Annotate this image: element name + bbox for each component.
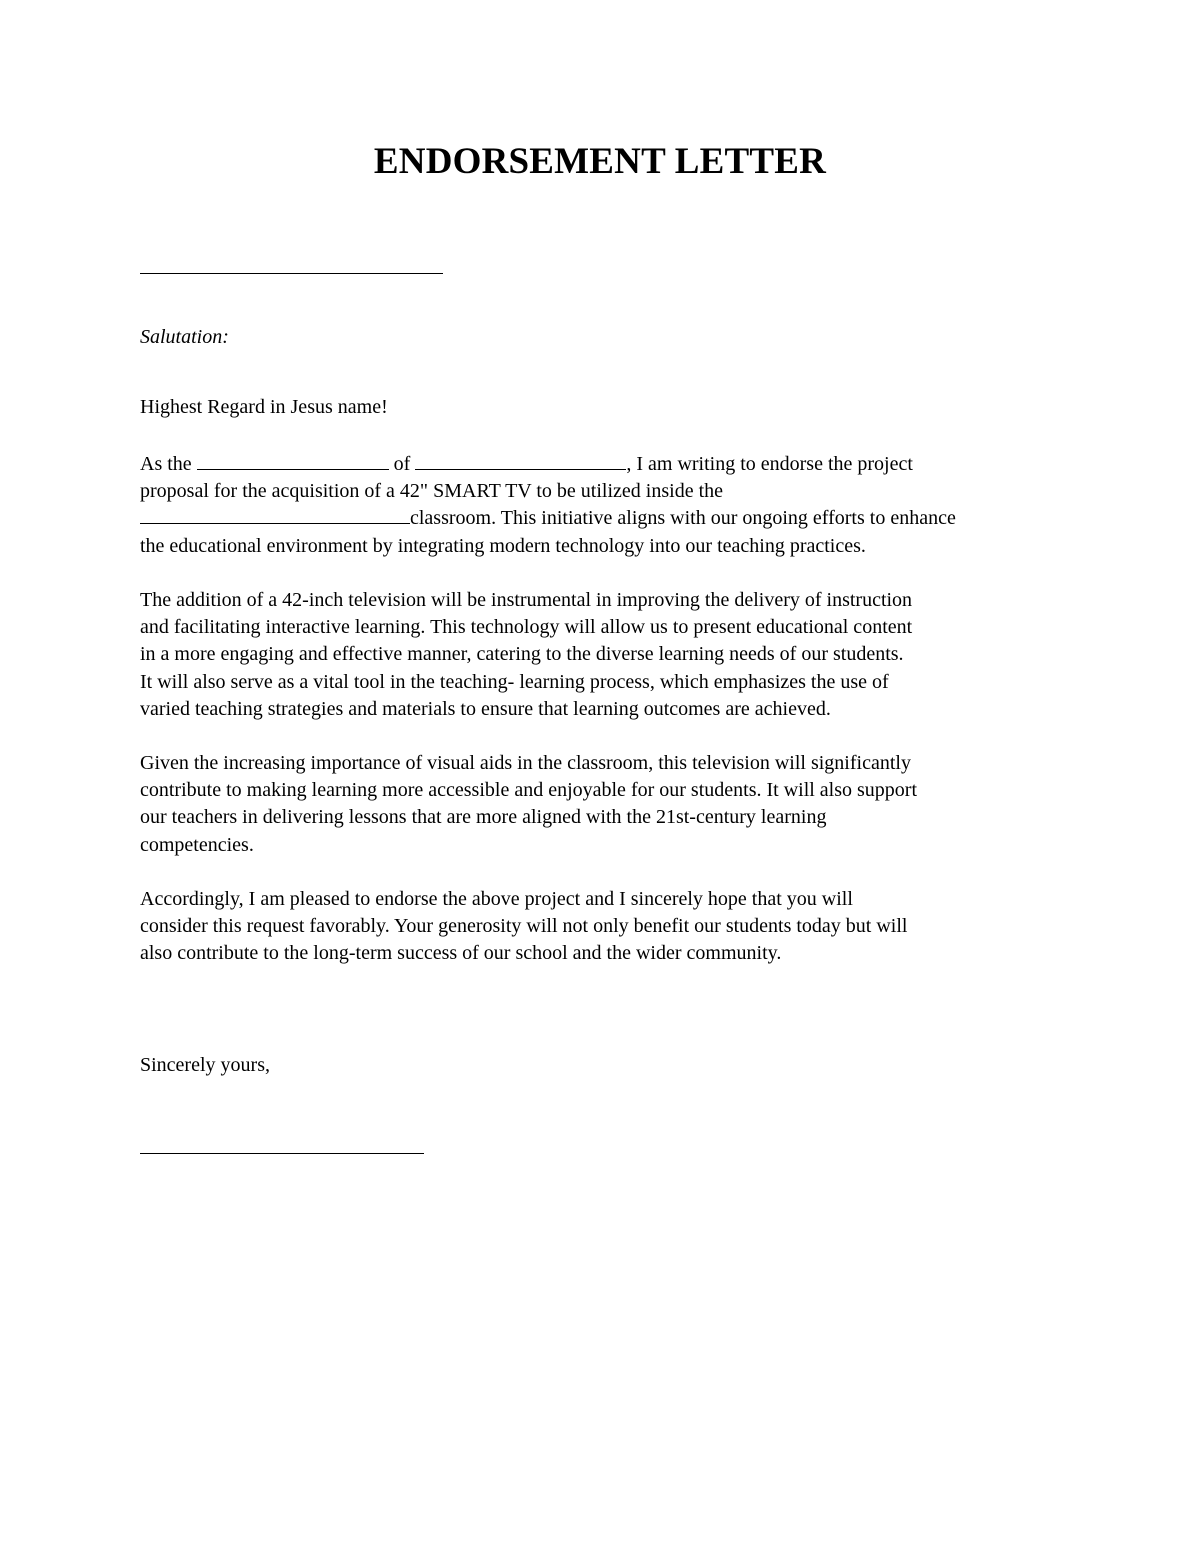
- classroom-blank: [140, 505, 410, 524]
- paragraph-1-line-1: [140, 451, 1070, 478]
- paragraph-4: [140, 886, 1070, 968]
- position-blank: [197, 451, 389, 470]
- paragraph-4-line: consider this request favorably. Your generosity will not only benefit our students today but will: [140, 915, 908, 938]
- text-classroom: classroom. This initiative aligns with our ongoing efforts to enhance: [410, 507, 956, 530]
- recipient-blank-line: [140, 273, 443, 274]
- paragraph-1-line-3: [140, 505, 1070, 532]
- paragraph-2-line: It will also serve as a vital tool in the teaching- learning process, which emphasizes the use of: [140, 670, 889, 693]
- signature-blank-line: [140, 1153, 424, 1154]
- paragraph-1: [140, 451, 1070, 560]
- paragraph-1-line-2: proposal for the acquisition of a 42" SMART TV to be utilized inside the: [140, 480, 723, 503]
- text-as-the: As the: [140, 453, 192, 475]
- paragraph-2-line: and facilitating interactive learning. This technology will allow us to present educational content: [140, 616, 913, 639]
- paragraph-3: [140, 750, 1070, 859]
- paragraph-1-line-4: the educational environment by integrating modern technology into our teaching practices.: [140, 534, 866, 557]
- paragraph-2: [140, 587, 1070, 723]
- page-title: ENDORSEMENT LETTER: [373, 141, 827, 182]
- paragraph-2-line: in a more engaging and effective manner, catering to the diverse learning needs of our students.: [140, 643, 904, 666]
- closing: Sincerely yours,: [140, 1054, 270, 1076]
- paragraph-2-line: The addition of a 42-inch television will be instrumental in improving the delivery of instruction: [140, 589, 913, 611]
- paragraph-3-line: competencies.: [140, 833, 254, 856]
- paragraph-2-line: varied teaching strategies and materials to ensure that learning outcomes are achieved.: [140, 697, 831, 720]
- paragraph-3-line: Given the increasing importance of visual aids in the classroom, this television will significantly: [140, 752, 911, 774]
- school-blank: [415, 451, 626, 470]
- paragraph-4-line: also contribute to the long-term success of our school and the wider community.: [140, 942, 782, 965]
- greeting: Highest Regard in Jesus name!: [140, 396, 388, 418]
- text-endorse: , I am writing to endorse the project: [626, 453, 913, 475]
- salutation: Salutation:: [140, 326, 229, 348]
- text-of: of: [393, 453, 411, 475]
- paragraph-3-line: contribute to making learning more accessible and enjoyable for our students. It will also support: [140, 779, 918, 802]
- paragraph-4-line: Accordingly, I am pleased to endorse the above project and I sincerely hope that you will: [140, 888, 853, 910]
- paragraph-3-line: our teachers in delivering lessons that are more aligned with the 21st-century learning: [140, 806, 827, 829]
